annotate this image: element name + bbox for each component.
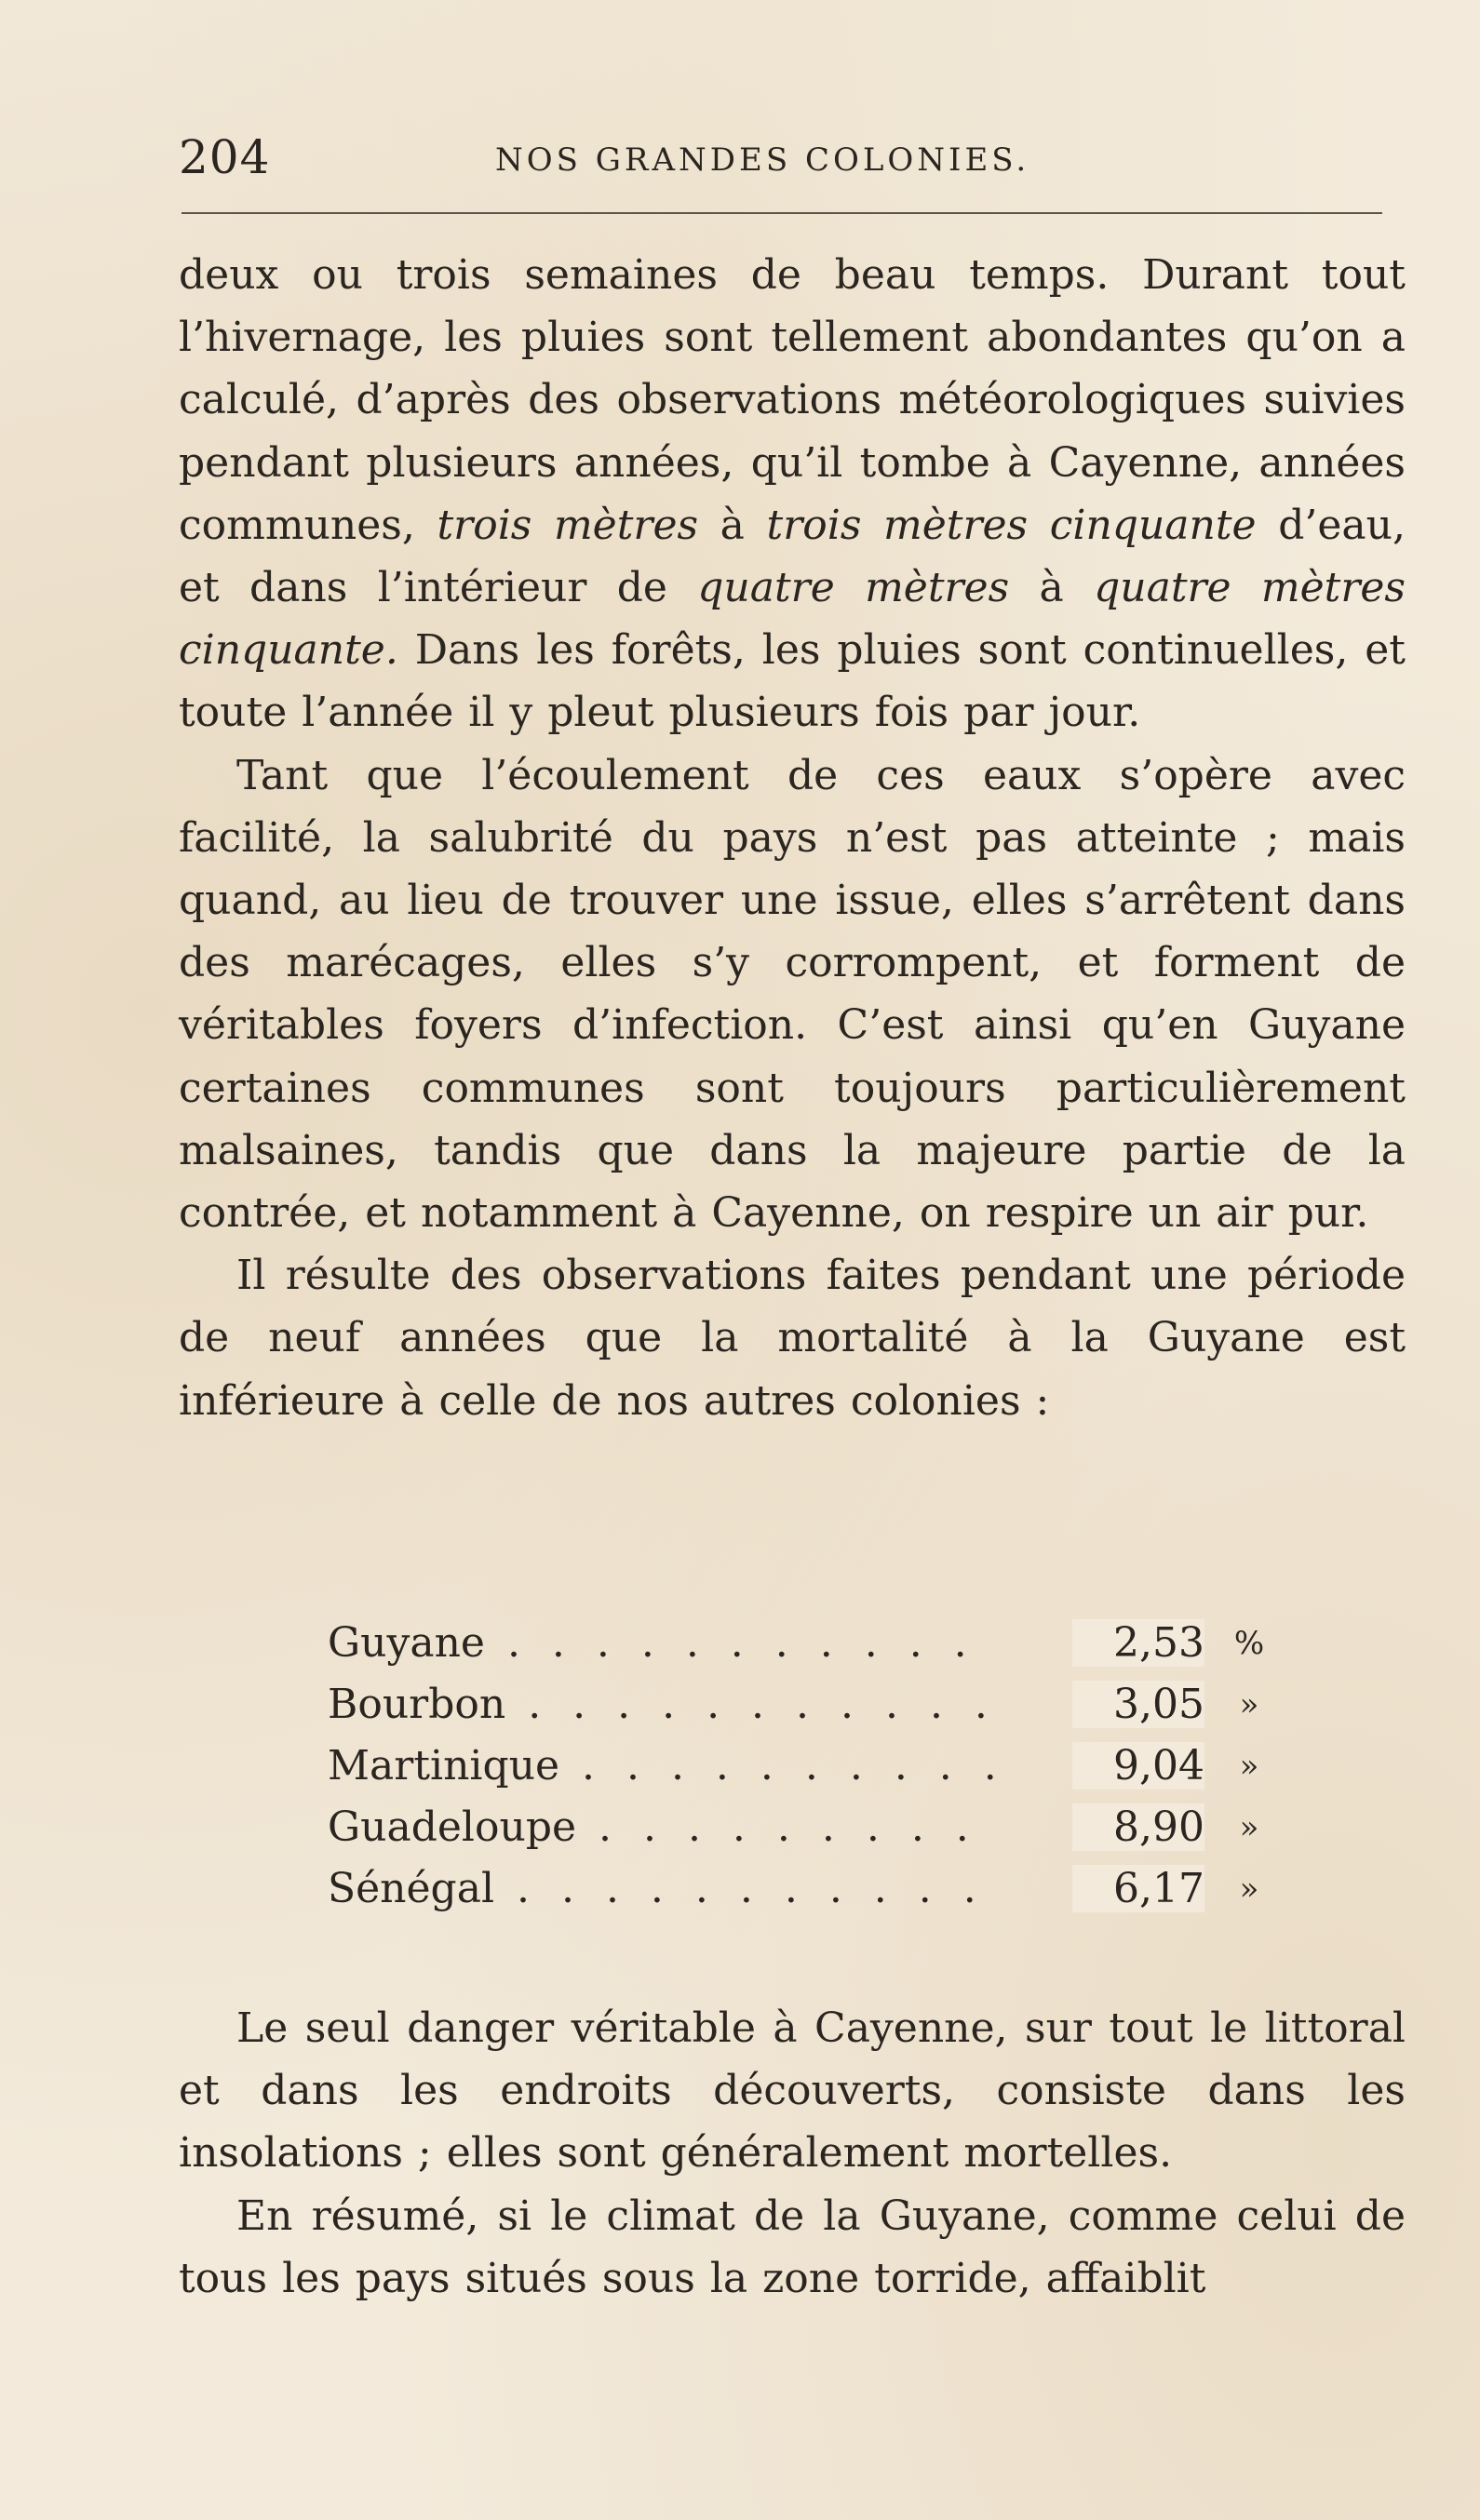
mortality-rate: 3,05 (1072, 1681, 1204, 1728)
running-head: NOS GRANDES COLONIES. (495, 141, 1030, 179)
header-rule (182, 212, 1382, 214)
table-row (328, 1865, 1296, 1926)
mortality-rate: 2,53 (1072, 1619, 1204, 1667)
text-block-upper (179, 244, 1406, 1432)
paragraph-salubrity: Tant que l’écoulement de ces eaux s’opère avec facilité, la salubrité du pays n’est pas atteinte ; mais quand, au lieu de trouver une issue, elles s’arrêtent dans des marécages, elles s’y corrompent, et forment de véritables foyers d’infection. C’est ainsi qu’en Guyane certaines communes sont toujours particulièrement malsaines, tandis que dans la majeure partie de la contrée, et notamment à Cayenne, on respire un air pur. (179, 751, 1406, 1238)
mortality-rate: 8,90 (1072, 1803, 1204, 1851)
colony-name: Bourbon . . . (328, 1681, 998, 1728)
rate-unit: % (1233, 1625, 1265, 1662)
paragraph-rainfall: deux ou trois semaines de beau temps. Durant tout l’hivernage, les pluies sont tellement abondantes qu’on a calculé, d’après des observations météorologiques suivies pendant plusieurs années, qu’il tombe à Cayenne, années communes, trois mètres à trois mètres cinquante d’eau, et dans l’intérieur de quatre mètres à quatre mètres cinquante. Dans les forêts, les pluies sont continuelles, et toute l’année il y pleut plusieurs fois par jour. (179, 251, 1406, 737)
colony-name: Guyane . . . (328, 1619, 998, 1667)
mortality-table (328, 1619, 1296, 1926)
mortality-rate: 9,04 (1072, 1742, 1204, 1789)
mortality-rate: 6,17 (1072, 1865, 1204, 1912)
text-block-lower (179, 1997, 1406, 2310)
page-header (179, 130, 1407, 186)
colony-name: Sénégal . . . (328, 1865, 998, 1912)
rate-unit: » (1239, 1809, 1259, 1846)
page-number: 204 (179, 130, 271, 184)
table-row (328, 1742, 1296, 1803)
colony-name: Martinique . . . (328, 1742, 998, 1789)
table-row (328, 1803, 1296, 1865)
paragraph-summary: En résumé, si le climat de la Guyane, comme celui de tous les pays situés sous la zone torride, affaiblit (179, 2192, 1406, 2302)
rate-unit: » (1239, 1748, 1259, 1785)
table-row (328, 1619, 1296, 1681)
paragraph-mortality-intro: Il résulte des observations faites pendant une période de neuf années que la mortalité à la Guyane est inférieure à celle de nos autres colonies : (179, 1252, 1406, 1425)
paragraph-danger: Le seul danger véritable à Cayenne, sur tout le littoral et dans les endroits découverts, consiste dans les insolations ; elles sont généralement mortelles. (179, 2004, 1406, 2178)
colony-name: Guadeloupe . . . (328, 1803, 998, 1851)
table-row (328, 1681, 1296, 1742)
rate-unit: » (1239, 1686, 1259, 1723)
rate-unit: » (1239, 1870, 1259, 1908)
